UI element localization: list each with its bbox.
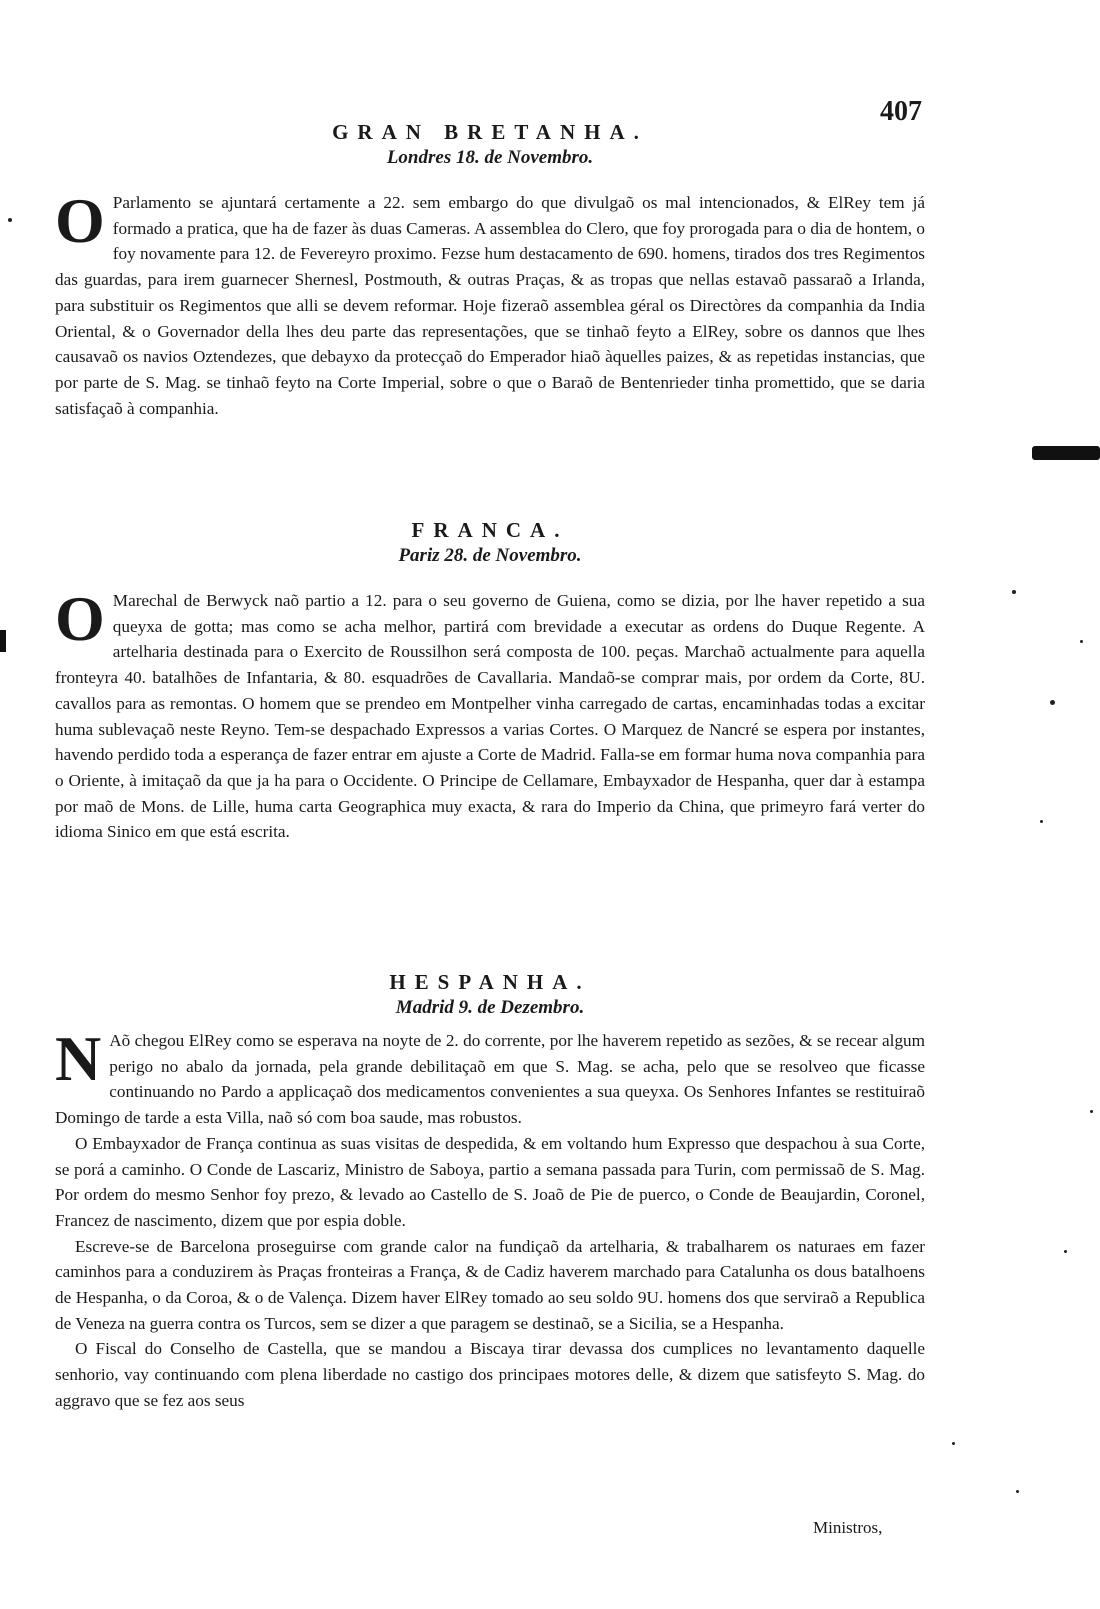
article-paragraph	[55, 1023, 925, 1131]
article-paragraph	[55, 1234, 925, 1337]
scan-edge-mark	[0, 630, 6, 652]
paragraph-text: Marechal de Berwyck naõ partio a 12. para o seu governo de Guiena, como se dizia, por lhe haver repetido a sua queyxa de gotta; mas como se acha melhor, partirá com brevidade a executar as ordens do Duque Regente. A artelharia destinada para o Exercito de Roussilhon será composta de 100. peças. Marchaõ actualmente para aquella fronteyra 40. batalhões de Infantaria, & 80. esquadrões de Cavallaria. Mandaõ-se comprar mais, por ordem da Corte, 8U. cavallos para as remontas. O homem que se prendeo em Montpelher vinha carregado de cartas, encaminhadas todas a excitar huma sublevaçaõ neste Reyno. Tem-se despachado Expressos a varias Cortes. O Marquez de Nancré se espera por instantes, havendo perdido toda a esperança de fazer entrar em ajuste a Corte de Madrid. Falla-se em formar huma nova companhia para o Oriente, à imitaçaõ da que ja ha para o Occidente. O Principe de Cellamare, Embayxador de Hespanha, quer dar à estampa por maõ de Mons. de Lille, huma carta Geographica muy exacta, & rara do Imperio da China, que primeyro fará verter do idioma Sinico em que está escrita.	[55, 591, 925, 842]
scan-speck	[952, 1442, 955, 1445]
section-heading: FRANCA.	[411, 518, 569, 542]
section-gran-bretanha	[55, 118, 925, 421]
scan-edge-mark	[1032, 446, 1100, 460]
drop-cap: N	[55, 1023, 102, 1094]
scan-speck	[1016, 1490, 1019, 1493]
section-heading: HESPANHA.	[389, 970, 591, 994]
section-hespanha	[55, 968, 925, 1414]
dateline: Madrid 9. de Dezembro.	[395, 997, 585, 1018]
drop-cap: O	[55, 185, 105, 256]
section-franca	[55, 516, 925, 845]
paragraph-text: Escreve-se de Barcelona proseguirse com grande calor na fundiçaõ da artelharia, & trabalharem os naturaes em fazer caminhos para a conduzirem às Praças fronteiras a França, & de Cadiz haverem marchado para Catalunha os dous batalhoens de Hespanha, o da Coroa, & o de Valença. Dizem haver ElRey tomado ao seu soldo 9U. homens dos que serviraõ a Republica de Veneza na guerra contra os Turcos, sem se dizer a que paragem se destinaõ, se a Sicilia, se a Hespanha.	[55, 1236, 925, 1333]
dateline: Pariz 28. de Novembro.	[398, 545, 582, 566]
scan-speck	[1012, 590, 1016, 594]
article-paragraph	[55, 583, 925, 845]
scan-speck	[1064, 1250, 1067, 1253]
paragraph-text: Parlamento se ajuntará certamente a 22. sem embargo do que divulgaõ os mal intencionados, & ElRey tem já formado a pratica, que ha de fazer às duas Cameras. A assemblea do Clero, que foy prorogada para o dia de hontem, o foy novamente para 12. de Fevereyro proximo. Fezse hum destacamento de 690. homens, tirados dos tres Regimentos das guardas, para irem guarnecer Shernesl, Postmouth, & outras Praças, & as tropas que nellas estavaõ passaraõ a Irlanda, para substituir os Regimentos que alli se devem reformar. Hoje fizeraõ assemblea géral os Directòres da companhia da India Oriental, & o Governador della lhes deu parte das representações, que se tinhaõ feyto a ElRey, sobre os dannos que lhes causavaõ os navios Oztendezes, que debayxo da protecçaõ do Emperador hiaõ àquelles paizes, & as repetidas instancias, que por parte de S. Mag. se tinhaõ feyto na Corte Imperial, sobre o que o Baraõ de Bentenrieder tinha promettido, que se daria satisfaçaõ à companhia.	[55, 193, 925, 418]
drop-cap: O	[55, 583, 105, 654]
scan-speck	[1090, 1110, 1093, 1113]
scan-speck	[1080, 640, 1083, 643]
page-number: 407	[880, 96, 922, 127]
section-heading: GRAN BRETANHA.	[332, 120, 648, 144]
article-paragraph	[55, 1336, 925, 1413]
dateline: Londres 18. de Novembro.	[386, 147, 594, 168]
scan-speck	[1050, 700, 1055, 705]
catchword: Ministros,	[813, 1518, 883, 1537]
paragraph-text: O Embayxador de França continua as suas visitas de despedida, & em voltando hum Expresso que despachou à sua Corte, se porá a caminho. O Conde de Lascariz, Ministro de Saboya, partio a semana passada para Turin, com permissaõ de S. Mag. Por ordem do mesmo Senhor foy prezo, & levado ao Castello de S. Joaõ de Pie de puerco, o Conde de Beaujardin, Coronel, Francez de nascimento, dizem que por espia doble.	[55, 1133, 925, 1230]
article-paragraph	[55, 185, 925, 421]
article-paragraph	[55, 1131, 925, 1234]
paragraph-text: O Fiscal do Conselho de Castella, que se mandou a Biscaya tirar devassa dos cumplices no levantamento daquelle senhorio, vay continuando com plena liberdade no castigo dos principaes motores delle, & dizem que satisfeyto S. Mag. do aggravo que se fez aos seus	[55, 1339, 925, 1410]
paragraph-text: Aõ chegou ElRey como se esperava na noyte de 2. do corrente, por lhe haverem repetido as sezões, & se recear algum perigo no abalo da jornada, pela grande debilitaçaõ em que S. Mag. se acha, pelo que se resolveo que ficasse continuando no Pardo a applicaçaõ dos medicamentos convenientes a sua queyxa. Os Senhores Infantes se restituiraõ Domingo de tarde a esta Villa, naõ só com boa saude, mas robustos.	[55, 1031, 925, 1128]
scan-speck	[8, 218, 12, 222]
scan-speck	[1040, 820, 1043, 823]
